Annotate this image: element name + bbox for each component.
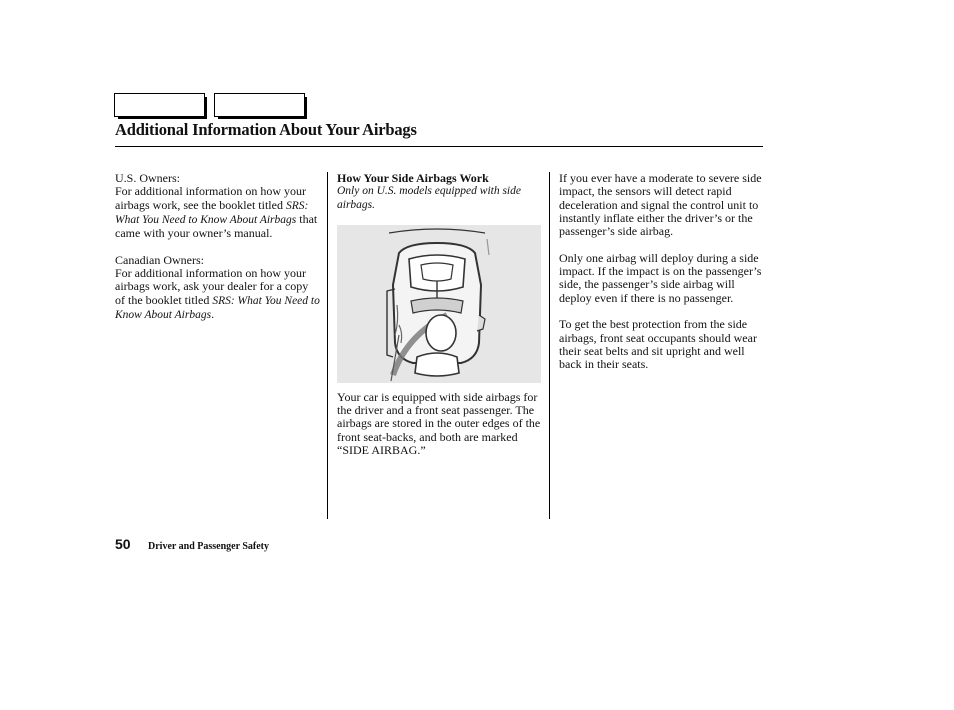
side-airbags-subheading: Only on U.S. models equipped with side airbags.: [337, 185, 521, 211]
column-2: [337, 172, 542, 471]
impact-paragraph: If you ever have a moderate to severe side impact, the sensors will detect rapid deceleration and signal the control unit to instantly inflate either the driver’s or the passenger’s side airbag.: [559, 171, 762, 239]
us-owners-heading: U.S. Owners:: [115, 171, 180, 185]
column-divider-2: [549, 172, 550, 519]
page-title: Additional Information About Your Airbags: [115, 120, 417, 139]
nav-tab-2[interactable]: [214, 93, 305, 117]
side-airbags-body: Your car is equipped with side airbags for the driver and a front seat passenger. The airbags are stored in the outer edges of the front seat-backs, and both are marked “SIDE AIRBAG.”: [337, 389, 541, 458]
title-rule: [115, 146, 763, 147]
nav-tab-1[interactable]: [114, 93, 205, 117]
page-number: 50: [115, 536, 131, 552]
protection-paragraph: To get the best protection from the side airbags, front seat occupants should wear their seat belts and sit upright and well back in their seats.: [559, 317, 757, 372]
canadian-owners-heading: Canadian Owners:: [115, 252, 204, 267]
seat-airbag-drawing: [337, 225, 541, 383]
us-owners-text: For additional information on how your airbags work, see the booklet titled SRS: What You Need to Know About Airbags that came with your owner’s manual.: [115, 184, 318, 241]
us-booklet-title: SRS: What You Need to Know About Airbags: [115, 199, 309, 226]
column-3: [559, 172, 764, 385]
deploy-paragraph: Only one airbag will deploy during a side impact. If the impact is on the passenger’s side, the passenger’s side airbag will deploy even if there is no passenger.: [559, 250, 762, 305]
column-1: [115, 172, 320, 336]
section-name: Driver and Passenger Safety: [148, 541, 270, 552]
column-divider-1: [327, 172, 328, 519]
canadian-owners-text: For additional information on how your airbags work, ask your dealer for a copy of the booklet titled SRS: What You Need to Know About Airbags.: [115, 266, 320, 321]
side-airbags-heading: How Your Side Airbags Work: [337, 171, 489, 185]
side-airbag-illustration: [337, 225, 541, 383]
canadian-booklet-title: SRS: What You Need to Know About Airbags: [115, 294, 320, 321]
